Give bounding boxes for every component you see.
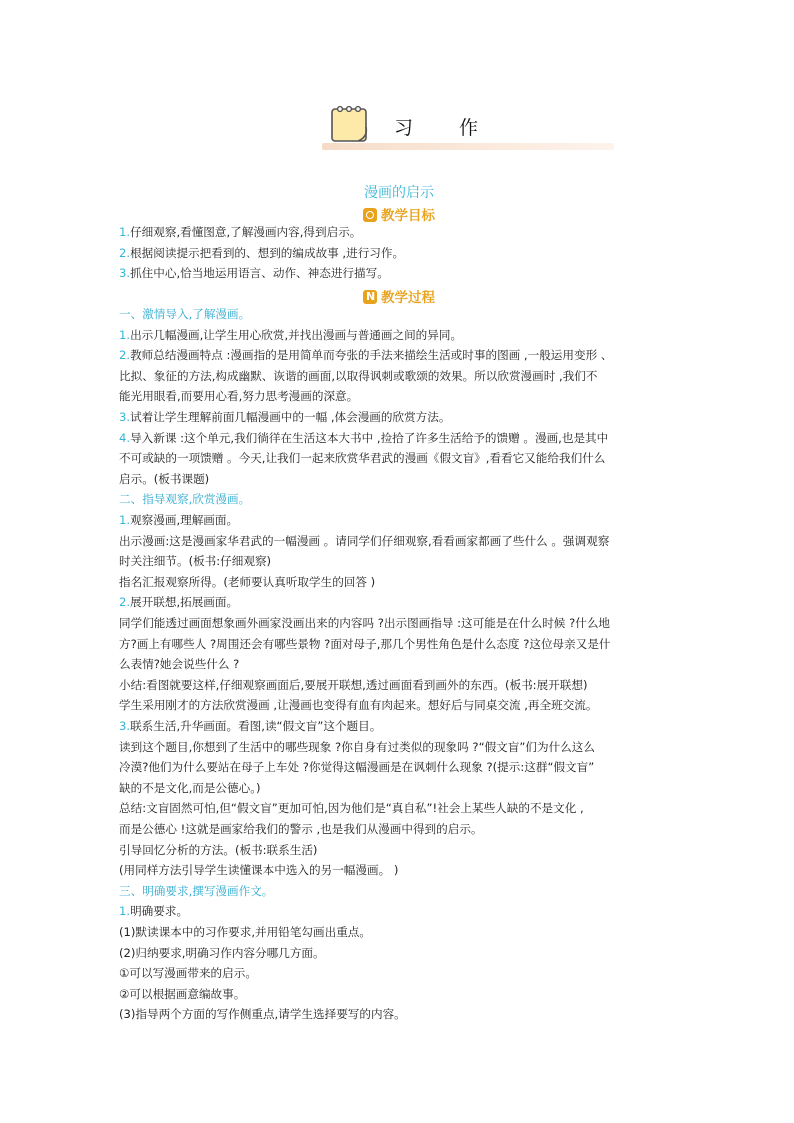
text-line [119,657,239,672]
text-line [119,328,462,343]
target-icon [363,208,377,222]
text-line [119,904,188,919]
text-line [119,966,257,981]
section-heading [119,884,273,899]
text-line [119,822,483,837]
text-line [119,472,209,487]
item-number: 2. [119,348,131,363]
line-text: 比拟、象征的方法,构成幽默、诙谐的画面,以取得讽刺或歌颂的效果。所以欣赏漫画时 ,我们不 [119,368,598,383]
line-text: 展开联想,拓展画面。 [130,595,239,610]
line-text: ②可以根据画意编故事。 [119,986,246,1001]
process-heading [119,286,679,306]
line-text: 能光用眼看,而要用心看,努力思考漫画的深意。 [119,389,359,404]
text-line [119,575,375,590]
text-line [119,925,371,940]
line-text: 一、激情导入,了解漫画。 [119,307,251,321]
item-number: 1. [119,225,131,239]
line-text: 导入新课 :这个单元,我们徜徉在生活这本大书中 ,捡拾了许多生活给予的馈赠 。漫画,也是其中 [130,430,609,445]
item-number: 1. [119,513,131,527]
goal-item [119,225,361,240]
line-text: 么表情?她会说些什么 ? [119,657,240,672]
line-text: (3)指导两个方面的写作侧重点,请学生选择要写的内容。 [119,1007,406,1022]
item-number: 2. [119,245,131,260]
line-text: 出示漫画:这是漫画家华君武的一幅漫画 。请同学们仔细观察,看看画家都画了些什么 。强调观察 [119,533,610,548]
text-line [119,637,611,652]
goal-item [119,266,389,281]
text-line [119,946,325,961]
line-text: 小结:看图就要这样,仔细观察画面后,要展开联想,透过画面看到画外的东西。(板书:展开联想) [119,677,588,692]
section-heading [119,492,250,507]
text-line [119,740,595,755]
text-line [119,843,317,858]
line-text: (2)归纳要求,明确习作内容分哪几方面。 [119,945,325,960]
text-line [119,369,598,384]
text-line [119,616,610,631]
line-text: 冷漠?他们为什么要站在母子上车处 ?你觉得这幅漫画是在讽刺什么现象 ?(提示:这群“假文盲” [119,760,595,775]
line-text: 总结:文盲固然可怕,但“假文盲”更加可怕,因为他们是“真自私”!社会上某些人缺的不是文化 , [119,801,584,816]
process-heading-text: 教学过程 [381,290,435,306]
item-number: 1. [119,327,131,342]
lesson-title: 漫画的启示 [364,185,434,201]
line-text: 联系生活,升华画面。看图,读“假文盲”这个题目。 [130,719,382,733]
line-text: 启示。(板书课题) [119,471,210,486]
line-text: 同学们能透过画面想象画外画家没画出来的内容吗 ?出示图画指导 :这可能是在什么时候 ?什么地 [119,616,611,630]
section-header [322,103,622,153]
line-text: 指名汇报观察所得。(老师要认真听取学生的回答 ) [119,574,376,589]
text-line [119,781,261,796]
text-line [119,863,398,878]
line-text: 而是公德心 !这就是画家给我们的警示 ,也是我们从漫画中得到的启示。 [119,822,483,836]
text-line [119,513,238,528]
line-text: 学生采用刚才的方法欣赏漫画 ,让漫画也变得有血有肉起来。想好后与同桌交流 ,再全班交流。 [119,698,598,713]
goals-heading-text: 教学目标 [381,208,435,224]
line-text: 缺的不是文化,而是公德心。) [119,780,261,795]
text-line [119,987,245,1002]
text-line [119,554,271,569]
text-line [119,451,605,466]
item-number: 3. [119,410,131,424]
line-text: 仔细观察,看懂图意,了解漫画内容,得到启示。 [130,225,362,239]
line-text: 三、明确要求,撰写漫画作文。 [119,883,274,898]
text-line [119,534,609,549]
item-number: 1. [119,904,131,919]
process-icon [363,290,377,304]
line-text: 读到这个题目,你想到了生活中的哪些现象 ?你自身有过类似的现象吗 ?“假文盲”们为什么这么 [119,739,595,754]
line-text: 试着让学生理解前面几幅漫画中的一幅 ,体会漫画的欣赏方法。 [130,410,451,424]
line-text: ①可以写漫画带来的启示。 [119,966,257,981]
text-line [119,801,584,816]
line-text: (用同样方法引导学生读懂课本中选入的另一幅漫画。 ) [119,863,399,878]
text-line [119,595,238,610]
text-line [119,1007,406,1022]
text-line [119,410,450,425]
line-text: 教师总结漫画特点 :漫画指的是用简单而夸张的手法来描绘生活或时事的图画 ,一般运用变形 、 [130,348,613,363]
line-text: 明确要求。 [130,904,189,919]
text-line [119,698,598,713]
line-text: 二、指导观察,欣赏漫画。 [119,492,251,507]
line-text: 观察漫画,理解画面。 [130,513,239,527]
line-text: (1)默读课本中的习作要求,并用铅笔勾画出重点。 [119,925,371,939]
text-line [119,760,594,775]
section-heading [119,307,250,322]
line-text: 方?画上有哪些人 ?周围还会有哪些景物 ?面对母子,那几个男性角色是什么态度 ?这位母亲又是什 [119,636,611,651]
line-text: 根据阅读提示把看到的、想到的编成故事 ,进行习作。 [130,245,405,260]
goal-item [119,246,404,261]
notebook-icon [328,103,372,147]
goals-heading [119,204,679,224]
page-title: 习 作 [394,117,499,139]
text-line [119,431,608,446]
item-number: 3. [119,266,131,280]
item-number: 3. [119,719,131,733]
header-underline [322,143,614,150]
line-text: 时关注细节。(板书:仔细观察) [119,554,272,569]
text-line [119,719,381,734]
text-line [119,348,612,363]
text-line [119,678,587,693]
item-number: 4. [119,430,131,445]
line-text: 不可或缺的一项馈赠 。今天,让我们一起来欣赏华君武的漫画《假文盲》,看看它又能给我们什么 [119,451,606,466]
item-number: 2. [119,595,131,610]
line-text: 出示几幅漫画,让学生用心欣赏,并找出漫画与普通画之间的异同。 [130,327,463,342]
text-line [119,389,358,404]
line-text: 抓住中心,恰当地运用语言、动作、神态进行描写。 [130,266,389,280]
line-text: 引导回忆分析的方法。(板书:联系生活) [119,842,318,857]
